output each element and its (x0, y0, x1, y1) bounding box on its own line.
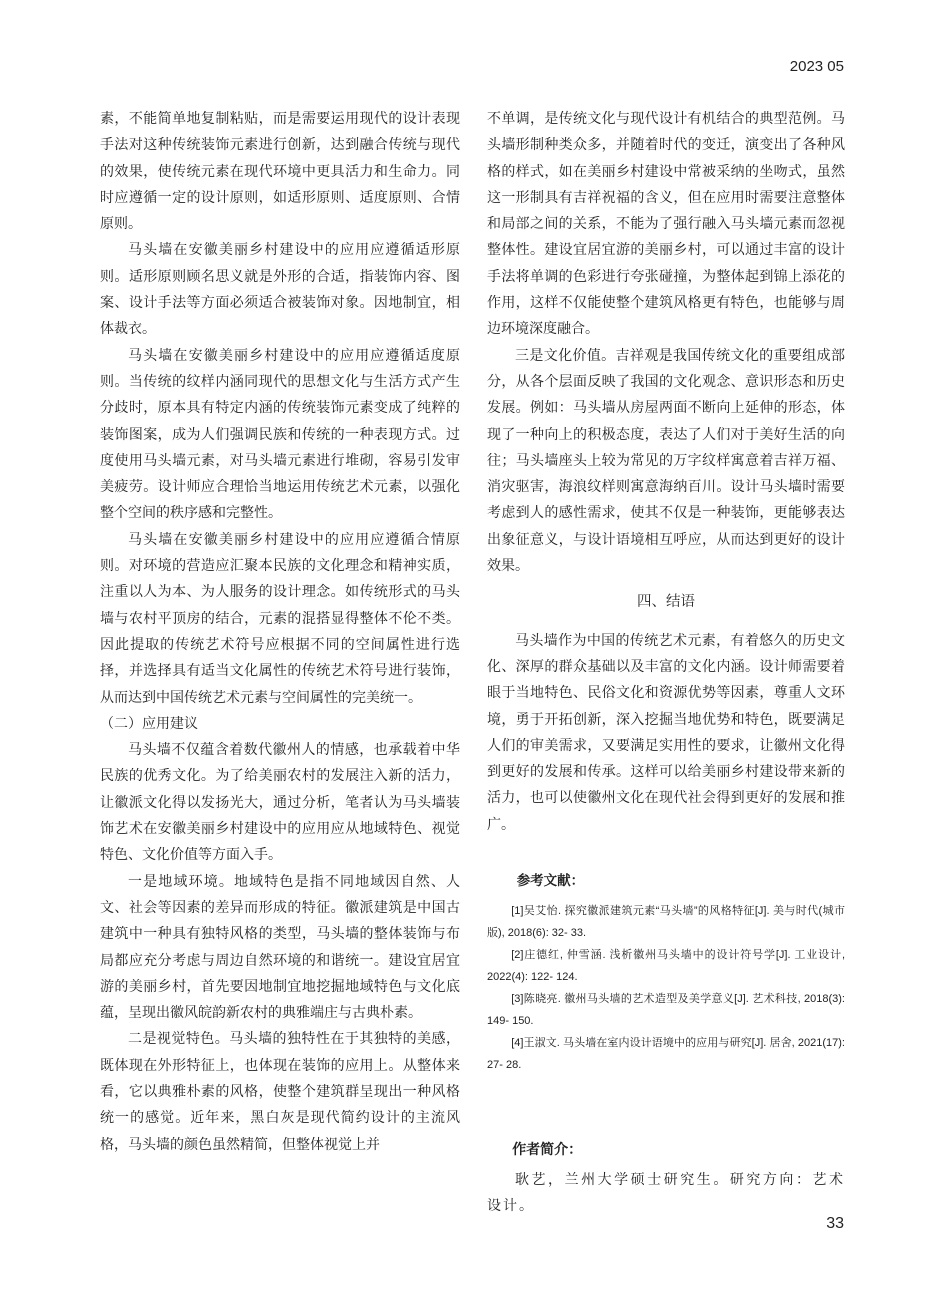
paragraph: 马头墙作为中国的传统艺术元素，有着悠久的历史文化、深厚的群众基础以及丰富的文化内涵。设计师需要着眼于当地特色、民俗文化和资源优势等因素，尊重人文环境，勇于开拓创新，深入挖掘当地优势和特色，既要满足人们的审美需求，又要满足实用性的要求，让徽州文化得到更好的发展和传承。这样可以给美丽乡村建设带来新的活力，也可以使徽州文化在现代社会得到更好的发展和推广。 (487, 632, 845, 833)
issue-number: 2023 05 (789, 58, 844, 75)
reference-item: [3]陈晓亮. 徽州马头墙的艺术造型及美学意义[J]. 艺术科技, 2018(3): 149- 150. (487, 993, 845, 1028)
author-title: 作者简介： (512, 1141, 583, 1158)
paragraph: 马头墙在安徽美丽乡村建设中的应用应遵循适度原则。当传统的纹样内涵同现代的思想文化与生活方式产生分歧时，原本具有特定内涵的传统装饰元素变成了纯粹的装饰图案，成为人们强调民族和传统的一种表现方式。过度使用马头墙元素，对马头墙元素进行堆砌，容易引发审美疲劳。设计师应合理恰当地运用传统艺术元素，以强化整个空间的秩序感和完整性。 (100, 347, 460, 522)
paragraph: 素，不能简单地复制粘贴，而是需要运用现代的设计表现手法对这种传统装饰元素进行创新，达到融合传统与现代的效果，使传统元素在现代环境中更具活力和生命力。同时应遵循一定的设计原则，如适形原则、适度原则、合情原则。 (100, 111, 460, 233)
left-column (100, 106, 460, 1158)
page-number: 33 (826, 1215, 844, 1232)
right-column (487, 106, 845, 1219)
paragraph: 三是文化价值。吉祥观是我国传统文化的重要组成部分，从各个层面反映了我国的文化观念、意识形态和历史发展。例如：马头墙从房屋两面不断向上延伸的形态，体现了一种向上的积极态度，表达了人们对于美好生活的向往；马头墙座头上较为常见的万字纹样寓意着吉祥万福、消灾驱害，海浪纹样则寓意海纳百川。设计马头墙时需要考虑到人的感性需求，使其不仅是一种装饰，更能够表达出象征意义，与设计语境相互呼应，从而达到更好的设计效果。 (487, 347, 845, 575)
author-bio: 耿艺，兰州大学硕士研究生。研究方向：艺术设计。 (487, 1171, 845, 1214)
paragraph: 二是视觉特色。马头墙的独特性在于其独特的美感，既体现在外形特征上，也体现在装饰的应用上。从整体来看，它以典雅朴素的风格，使整个建筑群呈现出一种风格统一的感觉。近年来，黑白灰是现代简约设计的主流风格，马头墙的颜色虽然精简，但整体视觉上并 (100, 1031, 460, 1153)
paragraph: 马头墙不仅蕴含着数代徽州人的情感，也承载着中华民族的优秀文化。为了给美丽农村的发展注入新的活力，让徽派文化得以发扬光大，通过分析，笔者认为马头墙装饰艺术在安徽美丽乡村建设中的应用应从地域特色、视觉特色、文化价值等方面入手。 (100, 742, 460, 864)
reference-item: [1]吴艾怡. 探究徽派建筑元素“马头墙”的风格特征[J]. 美与时代(城市版), 2018(6): 32- 33. (487, 905, 845, 940)
paragraph: 马头墙在安徽美丽乡村建设中的应用应遵循适形原则。适形原则顾名思义就是外形的合适，指装饰内容、图案、设计手法等方面必须适合被装饰对象。因地制宜，相体裁衣。 (100, 242, 460, 338)
reference-item: [4]王淑文. 马头墙在室内设计语境中的应用与研究[J]. 居舍, 2021(17): 27- 28. (487, 1037, 845, 1072)
references-list (487, 900, 845, 1076)
section-title: 四、结语 (637, 594, 695, 611)
paragraph: 马头墙在安徽美丽乡村建设中的应用应遵循合情原则。对环境的营造应汇聚本民族的文化理念和精神实质，注重以人为本、为人服务的设计理念。如传统形式的马头墙与农村平顶房的结合，元素的混搭显得整体不伦不类。因此提取的传统艺术符号应根据不同的空间属性进行选择，并选择具有适当文化属性的传统艺术符号进行装饰，从而达到中国传统艺术元素与空间属性的完美统一。 (100, 531, 460, 706)
subheading: （二）应用建议 (100, 715, 198, 732)
reference-item: [2]庄德红, 仲雪涵. 浅析徽州马头墙中的设计符号学[J]. 工业设计, 2022(4): 122- 124. (487, 949, 845, 984)
paragraph: 不单调，是传统文化与现代设计有机结合的典型范例。马头墙形制种类众多，并随着时代的变迁，演变出了各种风格的样式，如在美丽乡村建设中常被采纳的坐吻式，虽然这一形制具有吉祥祝福的含义，但在应用时需要注意整体和局部之间的关系，不能为了强行融入马头墙元素而忽视整体性。建设宜居宜游的美丽乡村，可以通过丰富的设计手法将单调的色彩进行夸张碰撞，为整体起到锦上添花的作用，这样不仅能使整个建筑风格更有特色，也能够与周边环境深度融合。 (487, 111, 845, 338)
references-title: 参考文献： (516, 873, 585, 889)
paragraph: 一是地域环境。地域特色是指不同地域因自然、人文、社会等因素的差异而形成的特征。徽派建筑是中国古建筑中一种具有独特风格的类型，马头墙的整体装饰与布局都应充分考虑与周边自然环境的和谐统一。建设宜居宜游的美丽乡村，首先要因地制宜地挖掘地域特色与文化底蕴，呈现出徽风皖韵新农村的典雅端庄与古典朴素。 (100, 873, 460, 1022)
